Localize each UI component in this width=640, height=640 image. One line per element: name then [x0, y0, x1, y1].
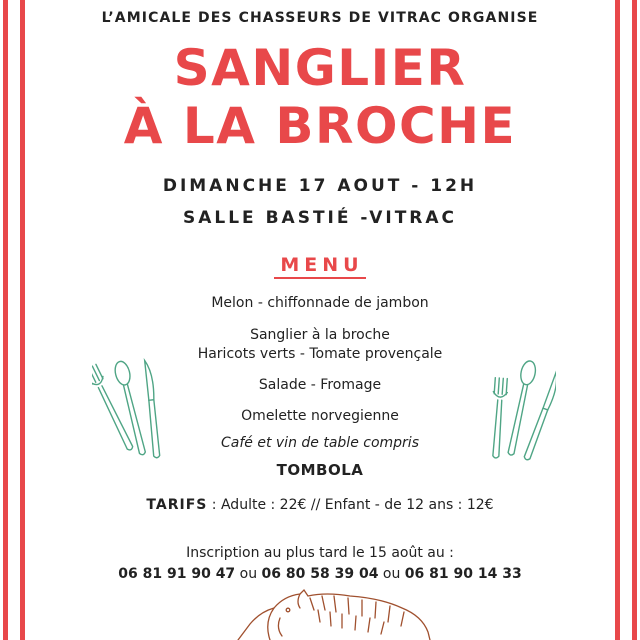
menu-item: Melon - chiffonnade de jambon [211, 295, 429, 311]
tombola-label: TOMBOLA [276, 461, 364, 479]
menu-item: Sanglier à la broche [250, 327, 390, 343]
inscription-text: Inscription au plus tard le 15 août au : [186, 545, 454, 561]
cutlery-right-icon [484, 356, 556, 466]
title-line-2: À LA BROCHE [123, 97, 517, 155]
menu-heading-label: MENU [274, 254, 365, 279]
menu-heading [0, 254, 640, 276]
phone-number: 06 81 90 14 33 [404, 566, 522, 582]
title-line-1: SANGLIER [173, 39, 467, 97]
phone-numbers [0, 566, 640, 582]
left-border-outer-line [3, 0, 8, 640]
organiser-text: L’AMICALE DES CHASSEURS DE VITRAC ORGANISE [101, 10, 539, 26]
or-separator: ou [378, 566, 405, 582]
right-border-inner-line [615, 0, 620, 640]
menu-item: Haricots verts - Tomate provençale [197, 346, 443, 362]
or-separator: ou [235, 566, 262, 582]
event-location: SALLE BASTIÉ -VITRAC [182, 208, 458, 228]
tarifs-line [0, 497, 640, 513]
tarifs-label: TARIFS [146, 497, 208, 513]
menu-item: Salade - Fromage [258, 377, 382, 393]
event-date-time: DIMANCHE 17 AOUT - 12H [162, 176, 478, 196]
boar-illustration [230, 588, 450, 640]
cutlery-left-icon [92, 356, 170, 466]
phone-number: 06 81 91 90 47 [118, 566, 236, 582]
right-border-outer-line [632, 0, 637, 640]
tarifs-prices: : Adulte : 22€ // Enfant - de 12 ans : 12€ [207, 497, 494, 513]
menu-item: Omelette norvegienne [241, 408, 399, 424]
included-drinks-note: Café et vin de table compris [221, 435, 419, 451]
phone-number: 06 80 58 39 04 [261, 566, 379, 582]
left-border-inner-line [20, 0, 25, 640]
